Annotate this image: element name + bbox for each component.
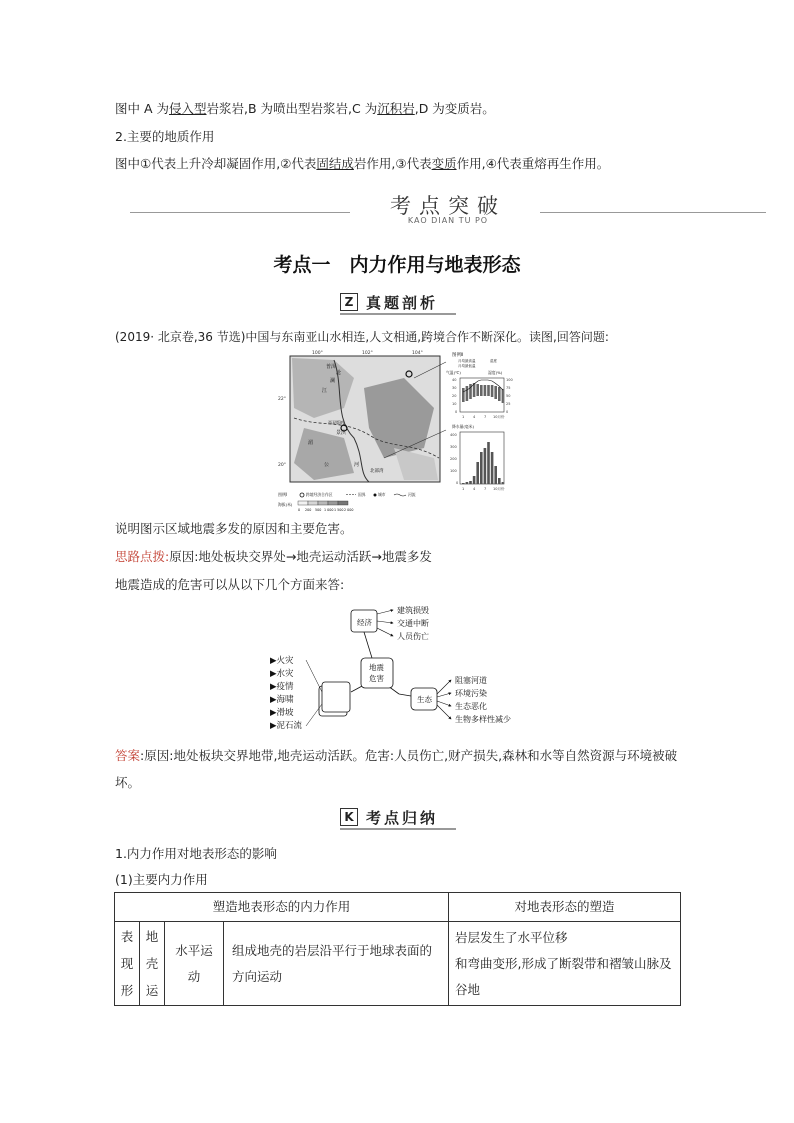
cell-line: 动 — [187, 968, 201, 984]
precip-bar — [462, 483, 465, 484]
precip-bar — [487, 442, 490, 484]
precip-bar — [466, 482, 469, 484]
arrow — [377, 621, 393, 623]
lon-label: 100° — [312, 351, 323, 356]
tick-label: 100 — [450, 469, 457, 473]
economy-label: 经济 — [357, 618, 372, 627]
elev-label: 1 500 — [334, 508, 344, 512]
internal-forces-table — [114, 892, 681, 1006]
answer-line-2: 坏。 — [115, 775, 141, 790]
temp-bar — [491, 385, 494, 397]
hint-line-2: 地震造成的危害可以从以下几个方面来答: — [115, 577, 345, 592]
text-run: 作用,④代表重熔再生作用。 — [456, 156, 610, 171]
axis-label: 气温(℃) — [446, 370, 461, 375]
tick-label: 400 — [450, 433, 457, 437]
tick-label: 10 — [452, 402, 457, 406]
subheading-2: (1)主要内力作用 — [115, 872, 208, 887]
place-label: 河 — [354, 462, 360, 468]
secondary-item: ▶海啸 — [270, 695, 294, 705]
section-banner — [130, 190, 766, 230]
secondary-item: ▶滑坡 — [270, 708, 294, 718]
arrow — [377, 610, 393, 614]
tick-label: 0 — [456, 481, 459, 485]
arrow — [437, 693, 451, 697]
economy-item: 人员伤亡 — [397, 632, 429, 641]
legend-item: 城市 — [378, 492, 386, 497]
temp-bar — [498, 387, 501, 401]
intro-heading-2: 2.主要的地质作用 — [115, 129, 215, 144]
elev-label: 200 — [305, 508, 312, 512]
intro-line-1 — [115, 101, 495, 117]
place-label: 湄 — [308, 440, 314, 446]
precip-bar — [473, 476, 476, 484]
table-header-right: 对地表形态的塑造 — [449, 893, 681, 922]
temp-bar — [462, 388, 465, 402]
lon-label: 104° — [412, 351, 423, 356]
arrow — [377, 628, 393, 636]
hint-line — [115, 549, 432, 565]
answer-line-1 — [115, 748, 677, 764]
question-text: (2019· 北京卷,36 节选)中国与东南亚山水相连,人文相通,跨境合作不断深化。读图,回答问题: — [115, 330, 609, 344]
section-letter-icon: Z — [340, 293, 358, 311]
ecology-label: 生态 — [417, 695, 432, 704]
table-cell — [115, 922, 140, 1006]
secondary-disaster-list — [268, 654, 340, 734]
underlined-answer: 侵入型 — [169, 101, 207, 116]
center-label: 地震 — [369, 663, 384, 672]
underlined-answer: 固结成 — [316, 156, 354, 171]
temp-bar — [466, 386, 469, 401]
precip-bar — [498, 478, 501, 484]
legend-item: 跨境经济合作区 — [306, 492, 333, 497]
legend-item: 月均最低温 — [458, 364, 476, 368]
table-header-left: 塑造地表形态的内力作用 — [115, 893, 449, 922]
answer-label: 答案 — [115, 748, 141, 763]
precip-bar — [484, 448, 487, 484]
economy-item: 建筑损毁 — [397, 606, 429, 615]
secondary-item: ▶火灾 — [270, 656, 294, 666]
tick-label: 300 — [450, 445, 457, 449]
table-cell — [140, 922, 165, 1006]
cell-char: 运 — [145, 983, 159, 998]
legend-title: 海拔(米) — [278, 502, 293, 507]
legend-item: 月均最高温 — [458, 359, 476, 363]
underlined-answer: 变质 — [431, 156, 457, 171]
tick-label: 0 — [506, 410, 509, 414]
economy-item: 交通中断 — [397, 619, 429, 628]
map-figure — [274, 348, 524, 516]
lon-label: 102° — [362, 351, 373, 356]
tick-label: 4 — [473, 487, 476, 491]
subheading-1: 1.内力作用对地表形态的影响 — [115, 846, 277, 861]
cell-char: 表 — [120, 929, 134, 944]
question-prompt: 说明图示区域地震多发的原因和主要危害。 — [115, 521, 353, 536]
section-tag-1 — [340, 291, 456, 315]
elev-label: 1 000 — [324, 508, 334, 512]
bracket-line — [306, 704, 322, 726]
hazard-concept-map — [337, 604, 532, 734]
tick-label: 10月份 — [493, 487, 505, 491]
cell-char: 形 — [120, 983, 134, 998]
temp-bar — [484, 385, 487, 396]
text-run: 岩浆岩,B 为喷出型岩浆岩,C 为 — [206, 101, 378, 116]
legend-title: 图例Ⅰ — [278, 492, 288, 497]
precip-bar — [491, 452, 494, 484]
secondary-item: ▶疫情 — [270, 682, 294, 692]
legend-title: 图例Ⅱ — [452, 353, 464, 358]
temp-bar — [502, 389, 504, 403]
table-cell — [224, 922, 449, 1006]
cell-line: 和弯曲变形,形成了断裂带和褶皱山脉及 — [455, 955, 672, 971]
connector — [364, 632, 372, 658]
cell-line: 谷地 — [455, 981, 481, 997]
tick-label: 20 — [452, 394, 457, 398]
ecology-item: 生物多样性减少 — [455, 715, 511, 724]
ecology-item: 环境污染 — [455, 689, 487, 698]
tick-label: 1 — [462, 487, 465, 491]
lat-label: 22° — [278, 397, 286, 402]
tick-label: 7 — [484, 487, 487, 491]
tick-label: 10月份 — [493, 415, 505, 419]
elev-swatch — [308, 501, 318, 505]
tick-label: 25 — [506, 402, 511, 406]
cell-char: 现 — [120, 956, 134, 971]
temp-bar — [480, 385, 483, 396]
place-label: 景洪 — [336, 430, 347, 436]
precip-bar — [502, 482, 504, 484]
temp-bar — [476, 384, 479, 396]
tick-label: 40 — [452, 378, 457, 382]
place-label: 普洱 — [326, 364, 337, 370]
elev-swatch — [338, 501, 348, 505]
cell-line: 组成地壳的岩层沿平行于地球表面的 — [232, 942, 433, 958]
cell-line: 方向运动 — [232, 968, 283, 984]
section-label: 考点归纳 — [366, 809, 439, 827]
axis-label: 湿度(%) — [488, 370, 503, 375]
banner-title: 考点突破 — [390, 194, 506, 218]
center-label: 危害 — [369, 674, 384, 683]
cell-char: 地 — [145, 929, 159, 944]
hint-text: 原因:地处板块交界处→地壳运动活跃→地震多发 — [169, 549, 432, 564]
elev-swatch — [328, 501, 338, 505]
legend-item: 湿度 — [490, 359, 497, 363]
page-heading: 考点一 内力作用与地表形态 — [273, 254, 521, 276]
place-label: 公 — [324, 462, 330, 468]
elev-label: 2 000 — [344, 508, 354, 512]
cell-line: 岩层发生了水平位移 — [455, 929, 568, 945]
ecology-item: 阻塞河道 — [455, 676, 487, 685]
secondary-item: ▶泥石流 — [270, 721, 303, 731]
arrow — [437, 705, 451, 719]
city-legend-icon — [374, 494, 377, 497]
precip-bar — [476, 462, 479, 484]
tick-label: 30 — [452, 386, 457, 390]
text-run: 岩作用,③代表 — [353, 156, 432, 171]
hint-label: 思路点拨: — [115, 549, 170, 564]
tick-label: 4 — [473, 415, 476, 419]
legend-item: 河流 — [408, 492, 416, 497]
table-header-row — [115, 893, 681, 922]
text-run: 图中 A 为 — [115, 101, 169, 116]
place-label: 沧 — [336, 370, 342, 376]
text-run: ,D 为变质岩。 — [414, 101, 495, 116]
place-label: 北部湾 — [370, 469, 384, 474]
cell-line: 水平运 — [175, 942, 213, 958]
tick-label: 1 — [462, 415, 465, 419]
bracket-line — [306, 660, 322, 692]
tick-label: 75 — [506, 386, 511, 390]
precip-bar — [494, 466, 497, 484]
elev-label: 500 — [315, 508, 322, 512]
answer-text: :原因:地处板块交界地带,地壳运动活跃。危害:人员伤亡,财产损失,森林和水等自然资源与环境被破 — [140, 748, 678, 763]
place-label: 江 — [322, 388, 328, 394]
connector — [399, 694, 411, 696]
table-row — [115, 922, 681, 1006]
section-tag-2 — [340, 806, 456, 830]
tick-label: 7 — [484, 415, 487, 419]
elev-label: 0 — [298, 508, 301, 512]
tick-label: 0 — [455, 410, 458, 414]
legend-item: 国界 — [358, 492, 366, 497]
arrow — [437, 680, 451, 694]
banner-subtitle: KAO DIAN TU PO — [407, 216, 489, 225]
tick-label: 50 — [506, 394, 511, 398]
axis-label: 降水量(毫米) — [452, 424, 474, 429]
section-label: 真题剖析 — [366, 294, 439, 312]
place-label: 澜 — [330, 378, 336, 384]
table-cell — [449, 922, 681, 1006]
intro-line-2 — [115, 156, 609, 172]
precip-bar — [469, 481, 472, 484]
table-cell — [165, 922, 224, 1006]
precip-bar — [480, 452, 483, 484]
ecology-item: 生态恶化 — [455, 702, 487, 711]
lat-label: 20° — [278, 463, 286, 468]
river-legend-icon — [394, 494, 406, 496]
elev-swatch — [298, 501, 308, 505]
tick-label: 200 — [450, 457, 457, 461]
secondary-item: ▶水灾 — [270, 669, 294, 679]
place-label: 西双版纳 — [328, 420, 344, 425]
cell-char: 壳 — [145, 956, 159, 971]
arrow — [437, 701, 451, 706]
temp-bar — [487, 385, 490, 396]
temp-bar — [494, 386, 497, 399]
text-run: 图中①代表上升冷却凝固作用,②代表 — [115, 156, 317, 171]
underlined-answer: 沉积岩 — [377, 101, 415, 116]
section-letter-icon: K — [340, 808, 358, 826]
elev-swatch — [318, 501, 328, 505]
tick-label: 100 — [506, 378, 513, 382]
coop-zone-icon — [300, 493, 304, 497]
secondary-node-box — [322, 682, 350, 712]
